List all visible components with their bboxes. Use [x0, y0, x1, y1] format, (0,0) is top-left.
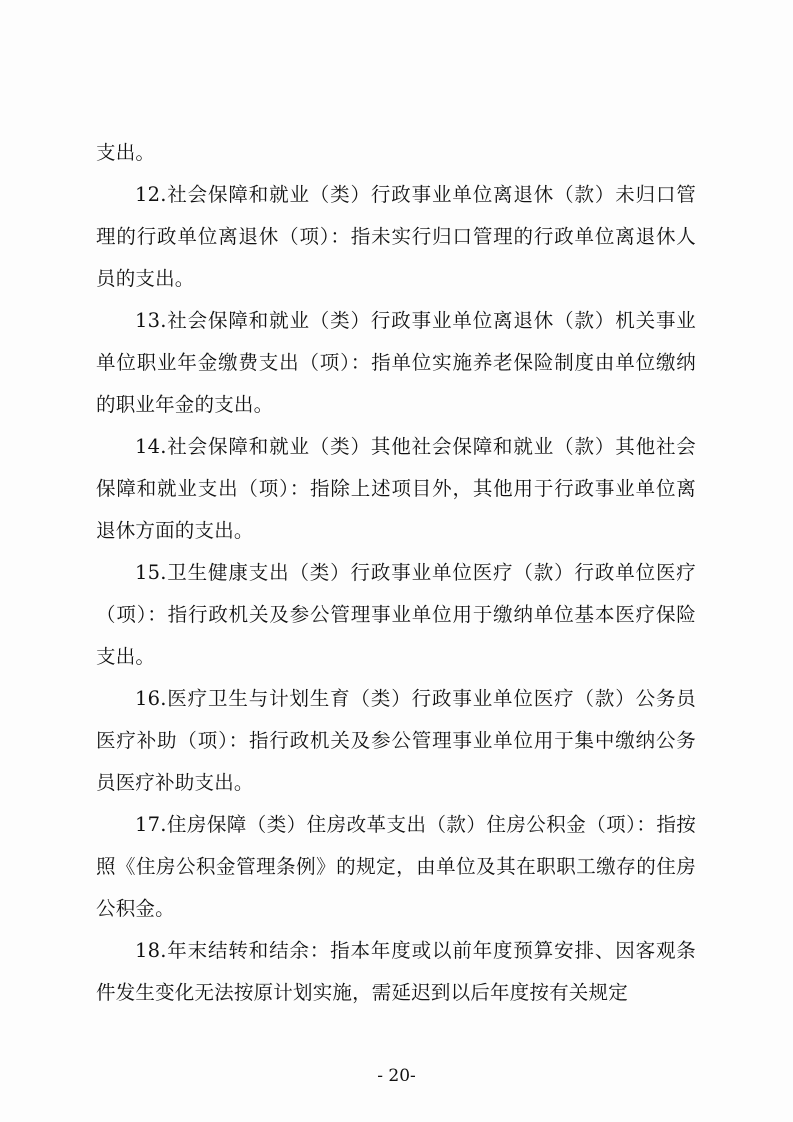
page-number: - 20-: [377, 1066, 416, 1086]
paragraph-item-17: 17.住房保障（类）住房改革支出（款）住房公积金（项）：指按照《住房公积金管理条例》的规定，由单位及其在职职工缴存的住房公积金。: [96, 813, 696, 920]
paragraph-continuation: 支出。: [96, 141, 156, 164]
paragraph-item-16: 16.医疗卫生与计划生育（类）行政事业单位医疗（款）公务员医疗补助（项）：指行政机关及参公管理事业单位用于集中缴纳公务员医疗补助支出。: [96, 687, 696, 794]
paragraph-item-13: 13.社会保障和就业（类）行政事业单位离退休（款）机关事业单位职业年金缴费支出（项）：指单位实施养老保险制度由单位缴纳的职业年金的支出。: [96, 309, 696, 416]
paragraph-item-12: 12.社会保障和就业（类）行政事业单位离退休（款）未归口管理的行政单位离退休（项）：指未实行归口管理的行政单位离退休人员的支出。: [96, 183, 696, 290]
page-body: [96, 132, 696, 1014]
paragraph-item-15: 15.卫生健康支出（类）行政事业单位医疗（款）行政单位医疗（项）：指行政机关及参公管理事业单位用于缴纳单位基本医疗保险支出。: [96, 561, 696, 668]
paragraph-item-18: 18.年末结转和结余：指本年度或以前年度预算安排、因客观条件发生变化无法按原计划实施，需延迟到以后年度按有关规定: [96, 939, 696, 1004]
paragraph-item-14: 14.社会保障和就业（类）其他社会保障和就业（款）其他社会保障和就业支出（项）：指除上述项目外，其他用于行政事业单位离退休方面的支出。: [96, 435, 696, 542]
